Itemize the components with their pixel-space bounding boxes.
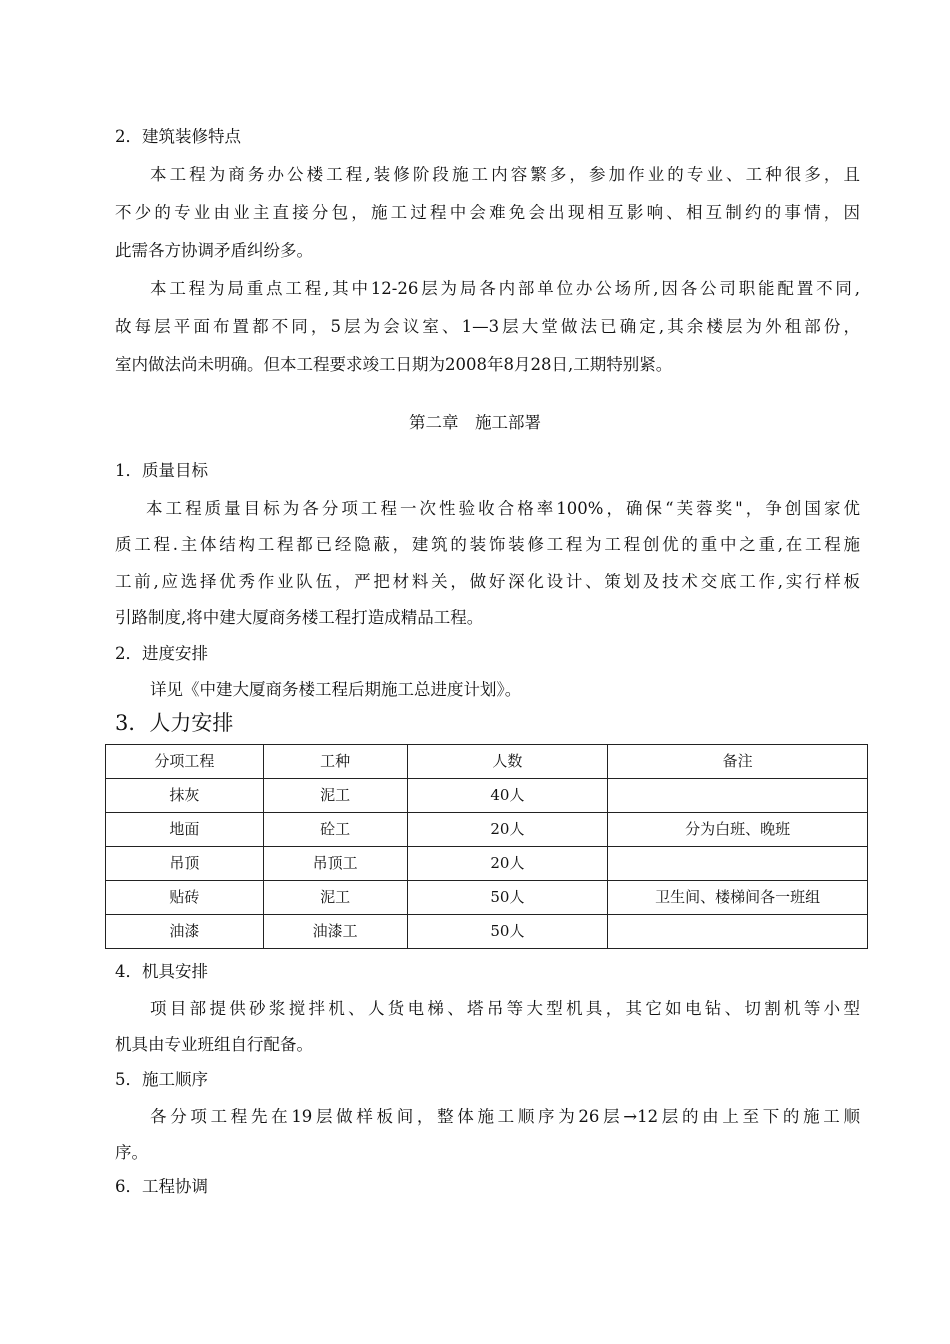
paragraph-line: 序。 xyxy=(115,1143,148,1162)
labor-table xyxy=(105,744,868,949)
table-cell: 20人 xyxy=(407,847,608,881)
table-cell xyxy=(608,847,868,881)
column-header: 备注 xyxy=(608,745,868,779)
table-cell: 40人 xyxy=(407,779,608,813)
table-cell: 抹灰 xyxy=(106,779,264,813)
table-cell: 贴砖 xyxy=(106,881,264,915)
section-heading-schedule: 2．进度安排 xyxy=(115,644,208,663)
table-row xyxy=(106,779,868,813)
section-heading-machinery: 4．机具安排 xyxy=(115,962,208,981)
paragraph-line: 机具由专业班组自行配备。 xyxy=(115,1035,313,1054)
table-cell: 吊顶工 xyxy=(263,847,407,881)
table-header-row xyxy=(106,745,868,779)
column-header: 分项工程 xyxy=(106,745,264,779)
paragraph-line: 本工程质量目标为各分项工程一次性验收合格率100%，确保“芙蓉奖"，争创国家优 xyxy=(146,499,860,518)
table-cell: 吊顶 xyxy=(106,847,264,881)
paragraph-line: 引路制度,将中建大厦商务楼工程打造成精品工程。 xyxy=(115,608,484,627)
table-cell xyxy=(608,915,868,949)
table-cell xyxy=(608,779,868,813)
table-cell: 油漆工 xyxy=(263,915,407,949)
table-row xyxy=(106,881,868,915)
table-cell: 泥工 xyxy=(263,779,407,813)
paragraph-line: 不少的专业由业主直接分包，施工过程中会难免会出现相互影响、相互制约的事情，因 xyxy=(115,203,860,222)
section-heading-coordination: 6．工程协调 xyxy=(115,1177,208,1196)
paragraph-line: 项目部提供砂浆搅拌机、人货电梯、塔吊等大型机具，其它如电钻、切割机等小型 xyxy=(150,999,860,1018)
paragraph-line: 此需各方协调矛盾纠纷多。 xyxy=(115,241,313,260)
paragraph-line: 本工程为局重点工程,其中12-26层为局各内部单位办公场所,因各公司职能配置不同, xyxy=(150,279,860,298)
column-header: 人数 xyxy=(407,745,608,779)
table-cell: 砼工 xyxy=(263,813,407,847)
table-cell: 50人 xyxy=(407,915,608,949)
table-row xyxy=(106,813,868,847)
table-cell: 20人 xyxy=(407,813,608,847)
table-cell: 分为白班、晚班 xyxy=(608,813,868,847)
table-row xyxy=(106,915,868,949)
table-cell: 泥工 xyxy=(263,881,407,915)
table-cell: 50人 xyxy=(407,881,608,915)
section-heading-building-features: 2．建筑装修特点 xyxy=(115,127,241,146)
table-row xyxy=(106,847,868,881)
paragraph-line: 室内做法尚未明确。但本工程要求竣工日期为2008年8月28日,工期特别紧。 xyxy=(115,355,673,374)
table-cell: 卫生间、楼梯间各一班组 xyxy=(608,881,868,915)
section-heading-quality: 1．质量目标 xyxy=(115,461,208,480)
section-heading-labor: 3．人力安排 xyxy=(115,711,234,735)
paragraph-line: 质工程.主体结构工程都已经隐蔽，建筑的装饰装修工程为工程创优的重中之重,在工程施 xyxy=(115,535,860,554)
chapter-title: 第二章 施工部署 xyxy=(409,413,541,432)
paragraph-line: 故每层平面布置都不同，5层为会议室、1—3层大堂做法已确定,其余楼层为外租部份， xyxy=(115,317,860,336)
section-heading-sequence: 5．施工顺序 xyxy=(115,1070,208,1089)
table-cell: 油漆 xyxy=(106,915,264,949)
paragraph-line: 工前,应选择优秀作业队伍，严把材料关，做好深化设计、策划及技术交底工作,实行样板 xyxy=(115,572,860,591)
paragraph-line: 详见《中建大厦商务楼工程后期施工总进度计划》。 xyxy=(150,680,522,699)
column-header: 工种 xyxy=(263,745,407,779)
table-cell: 地面 xyxy=(106,813,264,847)
paragraph-line: 各分项工程先在19层做样板间，整体施工顺序为26层→12层的由上至下的施工顺 xyxy=(150,1107,860,1126)
paragraph-line: 本工程为商务办公楼工程,装修阶段施工内容繁多，参加作业的专业、工种很多，且 xyxy=(150,165,860,184)
